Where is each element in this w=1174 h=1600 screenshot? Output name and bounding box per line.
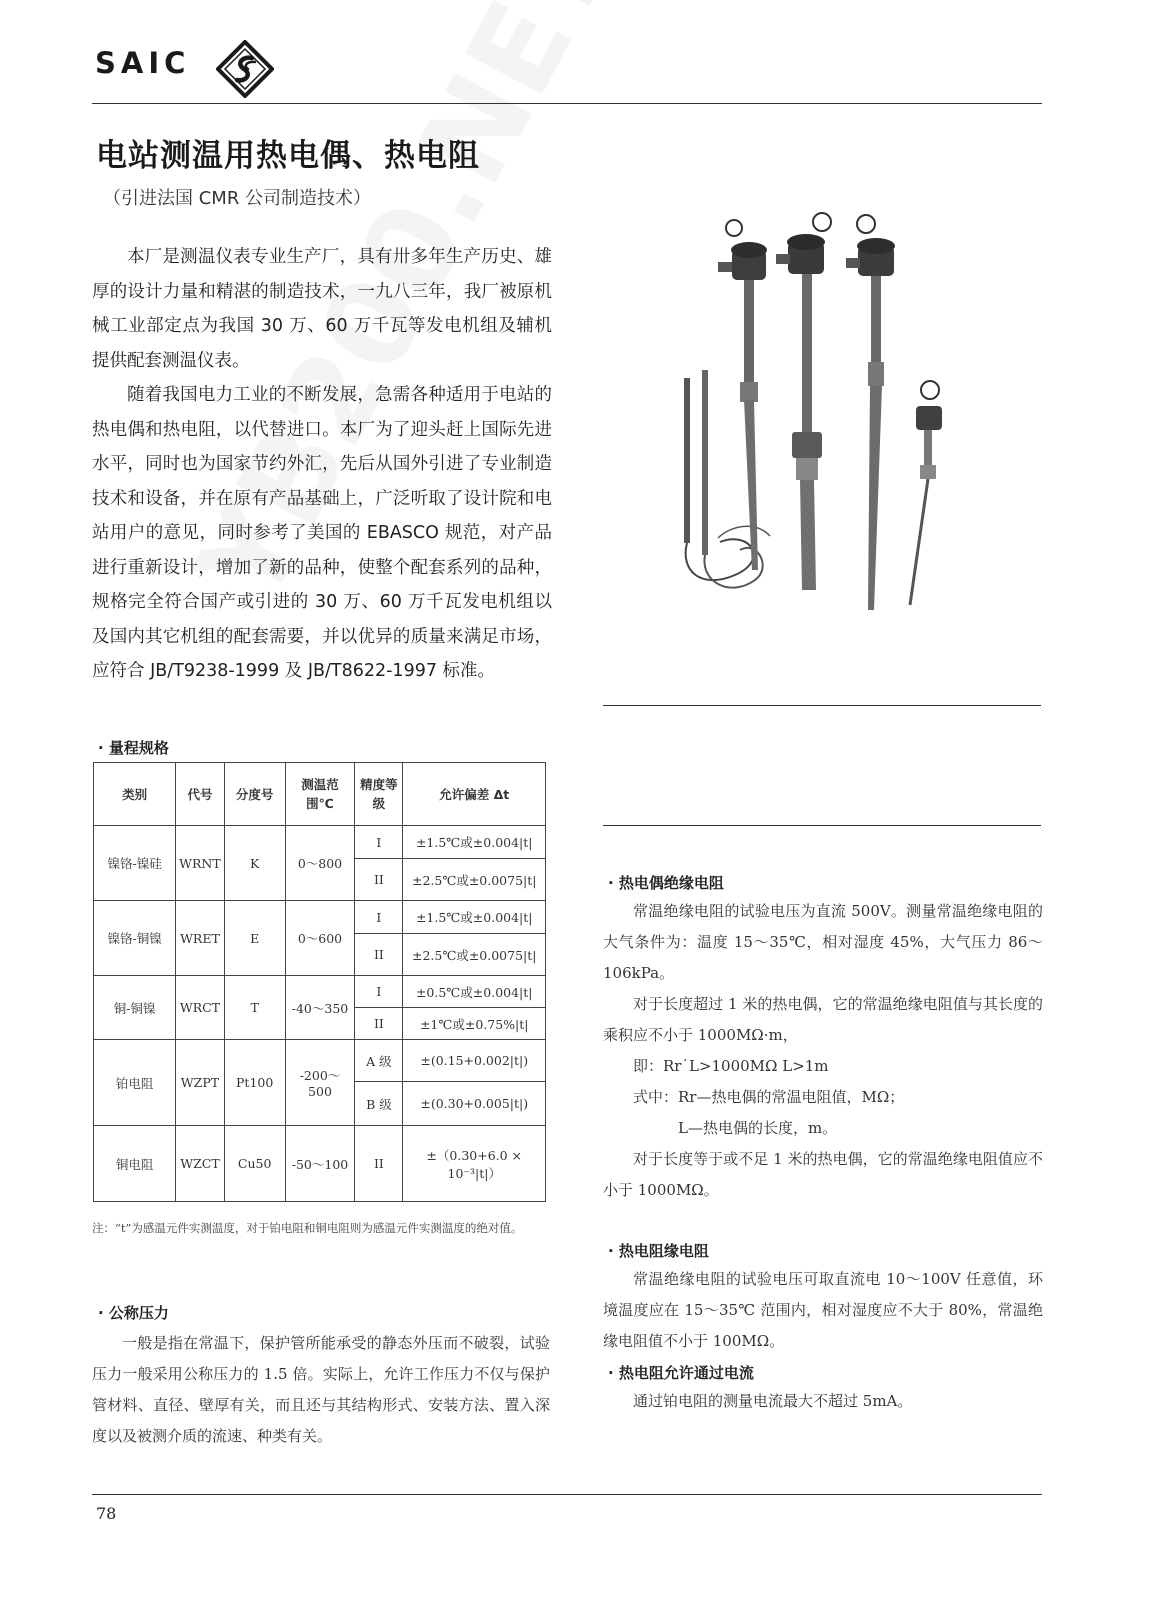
cell-grade: A 级 [355, 1040, 403, 1082]
insulation-tc-definition: 式中：Rr—热电偶的常温电阻值，MΩ； [633, 1088, 905, 1106]
col-header-tolerance: 允许偏差 Δt [403, 763, 546, 826]
column-rule [603, 825, 1041, 826]
pressure-text [92, 1328, 550, 1452]
table-header-row [94, 763, 546, 826]
page-subtitle: （引进法国 CMR 公司制造技术） [103, 188, 372, 209]
thermocouple-assembly [846, 215, 895, 610]
cell-code: WZPT [176, 1040, 225, 1126]
pressure-section-heading: · 公称压力 [98, 1304, 169, 1322]
cell-grade: II [355, 859, 403, 901]
cell-code: WRCT [176, 976, 225, 1040]
saic-logo-icon [216, 40, 274, 98]
insulation-rtd-text [603, 1264, 1043, 1357]
table-row [94, 826, 546, 859]
cell-tolerance: ±1℃或±0.75%|t| [403, 1008, 546, 1040]
cell-range: -40～350 [285, 976, 355, 1040]
col-header-graduation: 分度号 [224, 763, 285, 826]
thermocouple-assembly [776, 213, 831, 590]
cell-grade: II [355, 1008, 403, 1040]
thermocouple-assembly [910, 381, 942, 605]
insulation-tc-paragraph: 对于长度等于或不足 1 米的热电偶，它的常温绝缘电阻值应不小于 1000MΩ。 [603, 1150, 1043, 1199]
cell-category: 铜电阻 [94, 1126, 176, 1202]
footer-rule [92, 1494, 1042, 1495]
col-header-grade: 精度等级 [355, 763, 403, 826]
column-rule [603, 705, 1041, 706]
cell-tolerance: ±(0.15+0.002|t|) [403, 1040, 546, 1082]
cell-grade: I [355, 901, 403, 934]
cell-category: 镍铬-镍硅 [94, 826, 176, 901]
insulation-tc-paragraph: 对于长度超过 1 米的热电偶，它的常温绝缘电阻值与其长度的乘积应不小于 1000MΩ·m， [603, 995, 1043, 1044]
insulation-tc-heading: · 热电偶绝缘电阻 [608, 874, 724, 892]
spec-table [93, 762, 546, 1202]
cell-range: 0～600 [285, 901, 355, 976]
cell-grade: I [355, 826, 403, 859]
spec-section-heading: · 量程规格 [98, 739, 169, 757]
cell-tolerance: ±2.5℃或±0.0075|t| [403, 934, 546, 976]
intro-text [92, 240, 552, 689]
table-note: 注：“t”为感温元件实测温度，对于铂电阻和铜电阻则为感温元件实测温度的绝对值。 [92, 1221, 523, 1235]
cell-code: WRNT [176, 826, 225, 901]
cell-code: WRET [176, 901, 225, 976]
insulation-tc-definition: L—热电偶的长度，m。 [678, 1119, 838, 1137]
cell-tolerance: ±2.5℃或±0.0075|t| [403, 859, 546, 901]
insulation-rtd-heading: · 热电阻缘电阻 [608, 1242, 709, 1260]
insulation-tc-formula: 即：Rr˙L>1000MΩ L>1m [633, 1057, 829, 1075]
insulation-tc-paragraph: 常温绝缘电阻的试验电压为直流 500V。测量常温绝缘电阻的大气条件为：温度 15～35℃，相对湿度 45%，大气压力 86～106kPa。 [603, 902, 1043, 982]
current-section-heading: · 热电阻允许通过电流 [608, 1364, 754, 1382]
cell-graduation: Cu50 [224, 1126, 285, 1202]
table-row [94, 1126, 546, 1202]
cell-graduation: Pt100 [224, 1040, 285, 1126]
cell-graduation: E [224, 901, 285, 976]
col-header-range: 测温范围℃ [285, 763, 355, 826]
cell-range: -200～500 [285, 1040, 355, 1126]
cell-grade: II [355, 1126, 403, 1202]
cell-category: 铜-铜镍 [94, 976, 176, 1040]
cell-grade: II [355, 934, 403, 976]
cell-tolerance: ±(0.30+0.005|t|) [403, 1082, 546, 1126]
table-row [94, 901, 546, 934]
page-title: 电站测温用热电偶、热电阻 [96, 138, 480, 174]
cell-code: WZCT [176, 1126, 225, 1202]
product-photo [660, 210, 990, 620]
col-header-code: 代号 [176, 763, 225, 826]
current-text [603, 1386, 1043, 1417]
cell-graduation: T [224, 976, 285, 1040]
cell-range: -50～100 [285, 1126, 355, 1202]
cell-tolerance: ±（0.30+6.0 × 10⁻³|t|） [403, 1126, 546, 1202]
intro-paragraph: 本厂是测温仪表专业生产厂，具有卅多年生产历史、雄厚的设计力量和精湛的制造技术，一九八三年，我厂被原机械工业部定点为我国 30 万、60 万千瓦等发电机组及辅机提供配套测温仪表。 [92, 247, 552, 371]
cell-graduation: K [224, 826, 285, 901]
table-row [94, 1040, 546, 1082]
cell-category: 镍铬-铜镍 [94, 901, 176, 976]
intro-paragraph: 随着我国电力工业的不断发展，急需各种适用于电站的热电偶和热电阻，以代替进口。本厂为了迎头赶上国际先进水平，同时也为国家节约外汇，先后从国外引进了专业制造技术和设备，并在原有产品基础上，广泛听取了设计院和电站用户的意见，同时参考了美国的 EBASCO 规范，对产品进行重新设计，增加了新的品种，使整个配套系列的品种，规格完全符合国产或引进的 30 万、60 万千瓦发电机组以及国内其它机组的配套需要，并以优异的质量来满足市场，应符合 JB/T9238-1999 及 JB/T8622-1997 标准。 [92, 385, 552, 681]
thermocouple-assembly [718, 220, 767, 570]
table-row [94, 976, 546, 1008]
pressure-paragraph: 一般是指在常温下，保护管所能承受的静态外压而不破裂，试验压力一般采用公称压力的 1.5 倍。实际上，允许工作压力不仅与保护管材料、直径、壁厚有关，而且还与其结构形式、安装方法、置入深度以及被测介质的流速、种类有关。 [92, 1334, 550, 1445]
current-paragraph: 通过铂电阻的测量电流最大不超过 5mA。 [633, 1392, 913, 1410]
cell-range: 0～800 [285, 826, 355, 901]
cell-grade: I [355, 976, 403, 1008]
brand-logo-text: SAIC [95, 46, 191, 80]
cell-tolerance: ±1.5℃或±0.004|t| [403, 901, 546, 934]
insulation-rtd-paragraph: 常温绝缘电阻的试验电压可取直流电 10～100V 任意值，环境温度应在 15～35℃ 范围内，相对湿度应不大于 80%，常温绝缘电阻值不小于 100MΩ。 [603, 1270, 1043, 1350]
cell-category: 铂电阻 [94, 1040, 176, 1126]
cell-grade: B 级 [355, 1082, 403, 1126]
col-header-category: 类别 [94, 763, 176, 826]
cell-tolerance: ±0.5℃或±0.004|t| [403, 976, 546, 1008]
insulation-tc-text [603, 896, 1043, 1206]
page-number: 78 [96, 1504, 117, 1523]
cell-tolerance: ±1.5℃或±0.004|t| [403, 826, 546, 859]
